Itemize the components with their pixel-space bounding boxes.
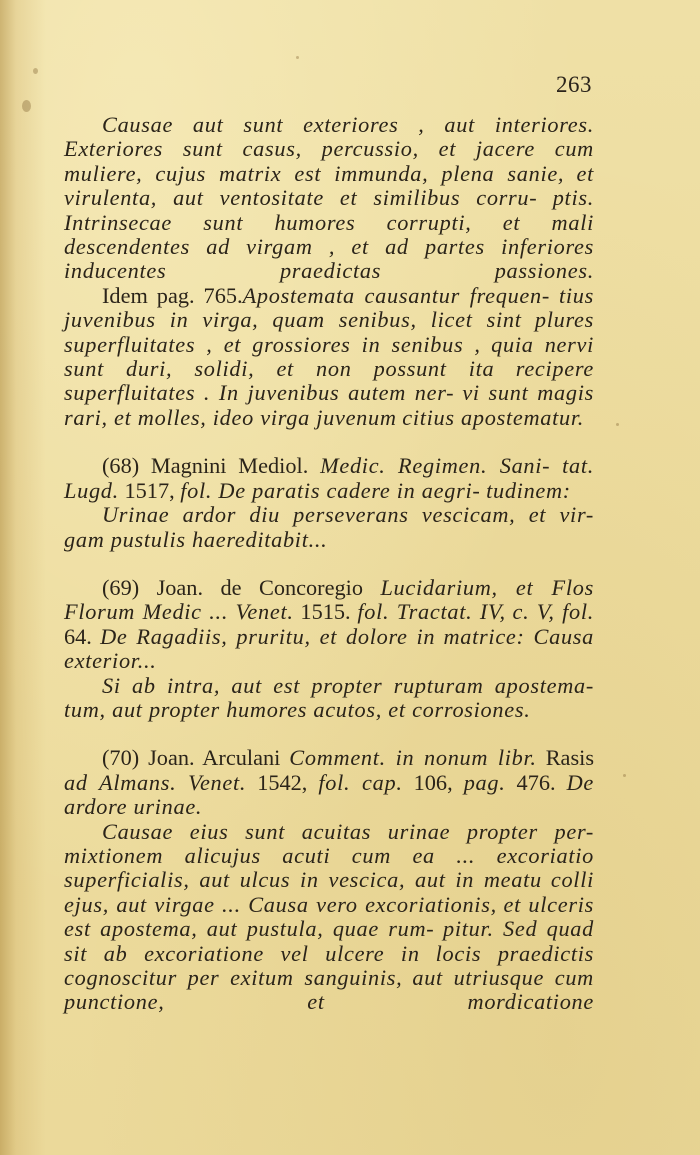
footnote-69 [64, 576, 594, 674]
text-line: mixtionem alicujus acuti cum ea ... excoriatio [64, 842, 594, 868]
text-run: Apostemata causantur frequen- [242, 282, 550, 308]
text-line: plures superfluitates , et grossiores in senibus , [64, 307, 594, 357]
text-run: c. V, fol. [512, 599, 594, 625]
text-run: Idem pag. 765. [102, 282, 243, 308]
text-run: 1542, [246, 769, 319, 795]
text-line: matrice: Causa exterior... [64, 623, 595, 674]
paper-speck [616, 423, 619, 426]
quote-68 [64, 503, 594, 552]
text-run: tat. Lugd. [64, 453, 595, 503]
paper-speck [296, 56, 299, 59]
text-line: pitur. Sed quad sit ab excoriatione vel ulcere in [64, 916, 594, 966]
text-line: descendentes ad virgam , et ad partes inferiores [64, 234, 594, 260]
text-run: 106, [402, 769, 464, 795]
text-run: (68) Magnini Mediol. [102, 453, 309, 479]
text-run: (69) Joan. de Concoregio [102, 574, 363, 600]
body-text [64, 113, 594, 1015]
text-run: Florum Medic ... Venet. [64, 599, 294, 625]
text-line: et ulceris est apostema, aut pustula, quae rum- [64, 891, 594, 942]
text-run: fol. De paratis cadere in aegri- [180, 477, 481, 503]
text-line: inducentes praedictas passiones. [64, 258, 594, 284]
quote-70 [64, 820, 594, 1015]
text-run: ad Almans. Venet. [64, 769, 247, 795]
paragraph-causes [64, 113, 594, 284]
text-line: locis praedictis cognoscitur per exitum sanguinis, [64, 940, 595, 990]
text-run: fol. cap. [318, 769, 403, 795]
text-run: De ardore urinae. [64, 769, 594, 820]
footnote-70 [64, 746, 594, 819]
text-line: citius apostematur. [402, 404, 585, 430]
text-line: tudinem: [486, 477, 571, 503]
text-run: 1517, [118, 477, 181, 503]
text-run: 1515. [293, 599, 358, 625]
paragraph-idem [64, 284, 594, 430]
text-line: superficialis, aut ulcus in vescica, aut in meatu [64, 867, 542, 893]
text-run: pag. [463, 769, 506, 795]
paper-speck [22, 100, 31, 112]
text-line: colli ejus, aut virgae ... Causa vero excoriationis, [64, 867, 594, 917]
text-line: quia nervi sunt duri, solidi, et non possunt ita [64, 331, 595, 382]
text-run: fol. Tractat. IV, [357, 599, 506, 625]
text-run: De Ragadiis, pruritu, et dolore in [100, 623, 436, 649]
text-line: tius juvenibus in virga, quam senibus, licet sint [64, 282, 594, 333]
text-run: 476. [516, 769, 567, 795]
text-line: ptis. Intrinsecae sunt humores corrupti, et mali [64, 185, 594, 235]
text-line: recipere superfluitates . In juvenibus autem ner- [64, 356, 594, 406]
page-number: 263 [556, 72, 592, 97]
footnote-68 [64, 454, 594, 503]
quote-69 [64, 674, 594, 723]
text-line: gam pustulis haereditabit... [64, 526, 328, 552]
text-line: tum, aut propter humores acutos, et corrosiones. [64, 696, 531, 722]
text-run: Rasis [545, 745, 595, 771]
text-line: Exteriores sunt casus, percussio, et jacere cum [64, 136, 594, 162]
text-line: et virulenta, aut ventositate et similibus corru- [64, 160, 594, 211]
text-run: Medic. Regimen. Sani- [320, 453, 551, 479]
text-line: Causae eius sunt acuitas urinae propter per- [102, 818, 594, 844]
text-run: Lucidarium, et Flos [380, 574, 595, 600]
text-line: Si ab intra, aut est propter rupturam apostema- [102, 672, 594, 698]
text-line: muliere, cujus matrix est immunda, plena sanie, [64, 160, 565, 186]
paper-speck [623, 774, 626, 777]
text-run: 64. [64, 623, 101, 649]
text-line: Causae aut sunt exteriores , aut interiores. [102, 112, 594, 137]
page-edge-shadow [0, 0, 46, 1155]
paper-speck [33, 68, 38, 74]
text-run: (70) Joan. Arculani [102, 745, 281, 771]
text-run: Comment. in nonum libr. [289, 745, 537, 771]
text-line: vi sunt magis rari, et molles, ideo virga juvenum [64, 380, 595, 430]
text-line: Urinae ardor diu perseverans vescicam, et vir- [102, 502, 594, 528]
text-line: aut utriusque cum punctione, et mordicatione [64, 965, 594, 1015]
